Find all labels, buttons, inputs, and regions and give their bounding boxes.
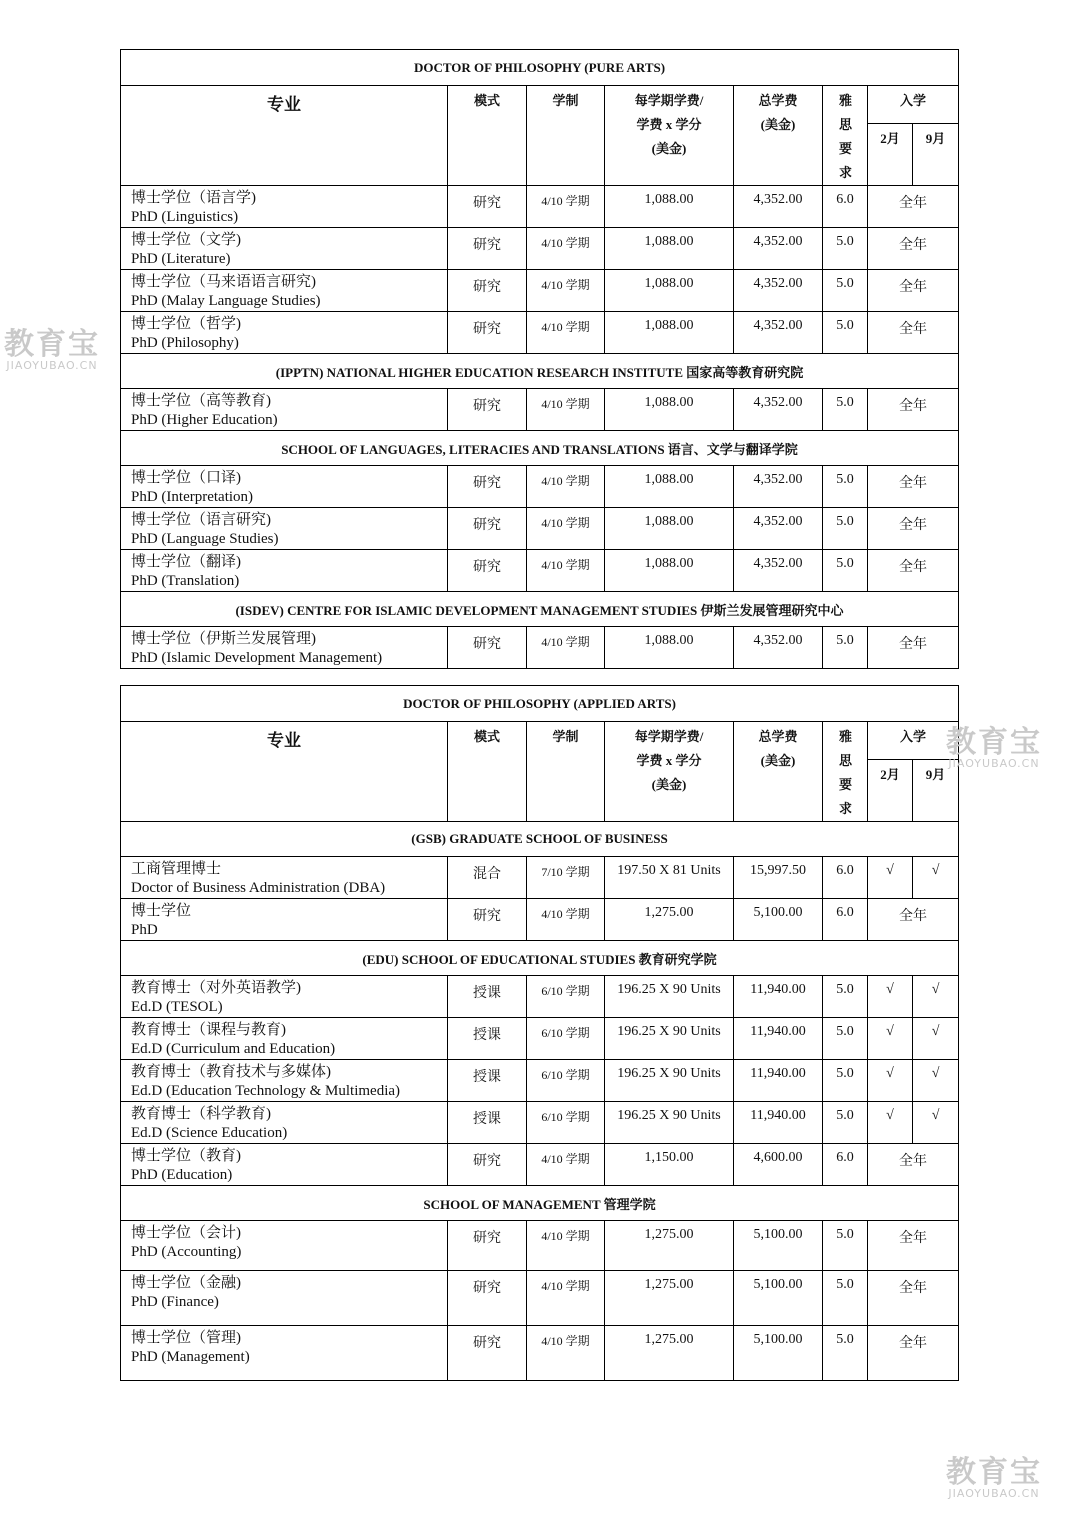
total-fee-cell: 4,352.00 (734, 508, 823, 550)
major-cell (121, 312, 448, 354)
duration-cell: 4/10 学期 (527, 1271, 605, 1326)
header-line: (美金) (760, 117, 796, 132)
duration-cell: 4/10 学期 (527, 389, 605, 431)
major-name-en: PhD (Islamic Development Management) (131, 650, 383, 666)
major-name-en: PhD (Education) (131, 1167, 233, 1183)
table-row (121, 1326, 959, 1381)
intake-cell: 全年 (868, 550, 959, 592)
duration-cell: 4/10 学期 (527, 228, 605, 270)
total-fee-cell: 4,352.00 (734, 270, 823, 312)
header-duration: 学制 (527, 86, 605, 186)
intake-feb-cell: √ (868, 976, 913, 1018)
major-name-zh: 教育博士（科学教育) (131, 1106, 271, 1122)
mode-cell: 研究 (448, 1221, 527, 1271)
semester-fee-cell: 1,150.00 (605, 1144, 734, 1186)
major-cell (121, 976, 448, 1018)
section-title: (EDU) SCHOOL OF EDUCATIONAL STUDIES 教育研究学院 (121, 941, 959, 976)
major-name-en: PhD (Interpretation) (131, 489, 254, 505)
major-name-en: PhD (Higher Education) (131, 412, 278, 428)
ielts-cell: 5.0 (823, 1326, 868, 1381)
major-name-en: PhD (Malay Language Studies) (131, 293, 321, 309)
major-name-en: Ed.D (TESOL) (131, 999, 223, 1015)
table-row (121, 550, 959, 592)
fee-table-applied-arts (120, 685, 959, 1381)
table-row (121, 1102, 959, 1144)
major-name-en: Ed.D (Science Education) (131, 1125, 288, 1141)
major-cell (121, 466, 448, 508)
mode-cell: 研究 (448, 312, 527, 354)
intake-cell: 全年 (868, 1221, 959, 1271)
duration-cell: 6/10 学期 (527, 1018, 605, 1060)
major-name-en: Ed.D (Curriculum and Education) (131, 1041, 336, 1057)
header-line: 每学期学费/ (634, 93, 704, 108)
mode-cell: 研究 (448, 899, 527, 941)
table-row (121, 1221, 959, 1271)
major-cell (121, 550, 448, 592)
header-ielts (823, 722, 868, 822)
major-cell (121, 627, 448, 669)
section-row (121, 941, 959, 976)
ielts-cell: 6.0 (823, 186, 868, 228)
intake-cell: 全年 (868, 228, 959, 270)
duration-cell: 6/10 学期 (527, 1102, 605, 1144)
ielts-cell: 5.0 (823, 1271, 868, 1326)
intake-sep-cell: √ (913, 1060, 959, 1102)
header-semester-fee (605, 722, 734, 822)
semester-fee-cell: 1,088.00 (605, 186, 734, 228)
total-fee-cell: 11,940.00 (734, 976, 823, 1018)
major-name-zh: 博士学位（高等教育) (131, 393, 271, 409)
major-name-zh: 博士学位（语言学) (131, 190, 256, 206)
table-row (121, 976, 959, 1018)
header-line: 总学费 (758, 93, 798, 108)
semester-fee-cell: 1,088.00 (605, 312, 734, 354)
mode-cell: 研究 (448, 466, 527, 508)
major-cell (121, 1221, 448, 1271)
mode-cell: 研究 (448, 270, 527, 312)
ielts-cell: 5.0 (823, 1060, 868, 1102)
major-name-zh: 博士学位（教育) (131, 1148, 241, 1164)
table-row (121, 186, 959, 228)
semester-fee-cell: 1,275.00 (605, 899, 734, 941)
semester-fee-cell: 1,088.00 (605, 389, 734, 431)
intake-cell: 全年 (868, 466, 959, 508)
table-row (121, 1271, 959, 1326)
ielts-cell: 5.0 (823, 389, 868, 431)
duration-cell: 4/10 学期 (527, 312, 605, 354)
major-name-en: PhD (Linguistics) (131, 209, 239, 225)
table-title: DOCTOR OF PHILOSOPHY (PURE ARTS) (121, 50, 959, 86)
intake-feb-cell: √ (868, 1060, 913, 1102)
duration-cell: 4/10 学期 (527, 550, 605, 592)
header-feb: 2月 (868, 123, 913, 185)
major-name-en: PhD (Management) (131, 1349, 250, 1365)
section-row (121, 592, 959, 627)
duration-cell: 7/10 学期 (527, 857, 605, 899)
mode-cell: 授课 (448, 1018, 527, 1060)
major-cell (121, 1102, 448, 1144)
major-name-zh: 博士学位（马来语语言研究) (131, 274, 316, 290)
ielts-cell: 5.0 (823, 270, 868, 312)
semester-fee-cell: 1,088.00 (605, 508, 734, 550)
mode-cell: 研究 (448, 627, 527, 669)
major-name-zh: 博士学位 (131, 903, 192, 919)
fee-table-pure-arts (120, 49, 959, 669)
duration-cell: 4/10 学期 (527, 1144, 605, 1186)
major-name-en: PhD (Literature) (131, 251, 231, 267)
mode-cell: 研究 (448, 508, 527, 550)
ielts-cell: 5.0 (823, 228, 868, 270)
major-name-zh: 博士学位（口译) (131, 470, 241, 486)
table-body (121, 50, 959, 669)
watermark-logo: 教育宝 JIAOYUBAO.CN (946, 725, 1042, 770)
mode-cell: 研究 (448, 1144, 527, 1186)
section-title: (GSB) GRADUATE SCHOOL OF BUSINESS (121, 822, 959, 857)
major-name-zh: 博士学位（语言研究) (131, 512, 271, 528)
table-row (121, 389, 959, 431)
total-fee-cell: 11,940.00 (734, 1018, 823, 1060)
intake-cell: 全年 (868, 312, 959, 354)
intake-feb-cell: √ (868, 1018, 913, 1060)
major-cell (121, 857, 448, 899)
header-line: (美金) (651, 777, 687, 792)
major-cell (121, 186, 448, 228)
major-name-en: PhD (Accounting) (131, 1244, 242, 1260)
table-row (121, 270, 959, 312)
header-intake: 入学 (868, 86, 959, 124)
total-fee-cell: 15,997.50 (734, 857, 823, 899)
header-ielts (823, 86, 868, 186)
header-mode: 模式 (448, 86, 527, 186)
major-name-zh: 教育博士（课程与教育) (131, 1022, 286, 1038)
mode-cell: 授课 (448, 976, 527, 1018)
major-name-zh: 博士学位（文学) (131, 232, 241, 248)
table-row (121, 508, 959, 550)
table-row (121, 466, 959, 508)
header-line: 每学期学费/ (634, 729, 704, 744)
intake-cell: 全年 (868, 1326, 959, 1381)
semester-fee-cell: 1,275.00 (605, 1221, 734, 1271)
mode-cell: 研究 (448, 228, 527, 270)
header-line: 总学费 (758, 729, 798, 744)
section-row (121, 354, 959, 389)
mode-cell: 研究 (448, 1326, 527, 1381)
mode-cell: 研究 (448, 550, 527, 592)
table-row (121, 627, 959, 669)
total-fee-cell: 4,352.00 (734, 312, 823, 354)
intake-cell: 全年 (868, 1271, 959, 1326)
major-name-zh: 博士学位（管理) (131, 1330, 241, 1346)
intake-cell: 全年 (868, 508, 959, 550)
major-name-zh: 博士学位（伊斯兰发展管理) (131, 631, 316, 647)
intake-sep-cell: √ (913, 1018, 959, 1060)
ielts-cell: 6.0 (823, 899, 868, 941)
ielts-cell: 5.0 (823, 1018, 868, 1060)
major-name-zh: 教育博士（对外英语教学) (131, 980, 301, 996)
intake-feb-cell: √ (868, 1102, 913, 1144)
major-name-zh: 博士学位（哲学) (131, 316, 241, 332)
duration-cell: 6/10 学期 (527, 1060, 605, 1102)
header-major: 专业 (121, 86, 448, 186)
major-name-zh: 博士学位（金融) (131, 1275, 241, 1291)
table-row (121, 1060, 959, 1102)
section-title: SCHOOL OF MANAGEMENT 管理学院 (121, 1186, 959, 1221)
major-name-en: Doctor of Business Administration (DBA) (131, 880, 386, 896)
table-title-row (121, 686, 959, 722)
major-cell (121, 228, 448, 270)
total-fee-cell: 4,352.00 (734, 627, 823, 669)
major-name-zh: 博士学位（翻译) (131, 554, 241, 570)
watermark-logo: 教育宝 JIAOYUBAO.CN (4, 327, 100, 372)
major-cell (121, 899, 448, 941)
duration-cell: 4/10 学期 (527, 186, 605, 228)
table-title-row (121, 50, 959, 86)
semester-fee-cell: 196.25 X 90 Units (605, 976, 734, 1018)
header-mode: 模式 (448, 722, 527, 822)
table-row (121, 312, 959, 354)
duration-cell: 6/10 学期 (527, 976, 605, 1018)
total-fee-cell: 5,100.00 (734, 1326, 823, 1381)
table-row (121, 857, 959, 899)
table-row (121, 228, 959, 270)
semester-fee-cell: 1,088.00 (605, 550, 734, 592)
header-feb: 2月 (868, 759, 913, 821)
semester-fee-cell: 1,088.00 (605, 627, 734, 669)
total-fee-cell: 4,352.00 (734, 228, 823, 270)
watermark-logo: 教育宝 JIAOYUBAO.CN (946, 1455, 1042, 1500)
semester-fee-cell: 1,088.00 (605, 270, 734, 312)
intake-cell: 全年 (868, 1144, 959, 1186)
header-line: 学费 x 学分 (636, 753, 702, 768)
duration-cell: 4/10 学期 (527, 1221, 605, 1271)
total-fee-cell: 4,352.00 (734, 186, 823, 228)
major-cell (121, 1271, 448, 1326)
table-body (121, 686, 959, 1381)
total-fee-cell: 5,100.00 (734, 1271, 823, 1326)
header-duration: 学制 (527, 722, 605, 822)
total-fee-cell: 4,352.00 (734, 466, 823, 508)
mode-cell: 混合 (448, 857, 527, 899)
ielts-cell: 5.0 (823, 976, 868, 1018)
total-fee-cell: 4,600.00 (734, 1144, 823, 1186)
semester-fee-cell: 1,275.00 (605, 1326, 734, 1381)
mode-cell: 研究 (448, 389, 527, 431)
total-fee-cell: 11,940.00 (734, 1060, 823, 1102)
major-name-en: PhD (131, 922, 158, 938)
table-row (121, 1144, 959, 1186)
ielts-cell: 5.0 (823, 1221, 868, 1271)
intake-feb-cell: √ (868, 857, 913, 899)
total-fee-cell: 11,940.00 (734, 1102, 823, 1144)
ielts-cell: 6.0 (823, 1144, 868, 1186)
semester-fee-cell: 1,275.00 (605, 1271, 734, 1326)
total-fee-cell: 4,352.00 (734, 550, 823, 592)
ielts-cell: 5.0 (823, 508, 868, 550)
ielts-cell: 5.0 (823, 550, 868, 592)
duration-cell: 4/10 学期 (527, 466, 605, 508)
ielts-cell: 5.0 (823, 627, 868, 669)
semester-fee-cell: 196.25 X 90 Units (605, 1102, 734, 1144)
section-title: SCHOOL OF LANGUAGES, LITERACIES AND TRANSLATIONS 语言、文学与翻译学院 (121, 431, 959, 466)
header-sep: 9月 (913, 123, 959, 185)
section-row (121, 431, 959, 466)
header-line: 学费 x 学分 (636, 117, 702, 132)
major-cell (121, 389, 448, 431)
duration-cell: 4/10 学期 (527, 899, 605, 941)
intake-sep-cell: √ (913, 857, 959, 899)
section-title: (IPPTN) NATIONAL HIGHER EDUCATION RESEARCH INSTITUTE 国家高等教育研究院 (121, 354, 959, 389)
intake-sep-cell: √ (913, 1102, 959, 1144)
semester-fee-cell: 1,088.00 (605, 228, 734, 270)
semester-fee-cell: 196.25 X 90 Units (605, 1018, 734, 1060)
major-name-en: Ed.D (Education Technology & Multimedia) (131, 1083, 401, 1099)
major-name-zh: 工商管理博士 (131, 861, 222, 877)
ielts-cell: 6.0 (823, 857, 868, 899)
intake-cell: 全年 (868, 186, 959, 228)
intake-cell: 全年 (868, 627, 959, 669)
major-name-en: PhD (Translation) (131, 573, 240, 589)
duration-cell: 4/10 学期 (527, 627, 605, 669)
mode-cell: 研究 (448, 1271, 527, 1326)
total-fee-cell: 4,352.00 (734, 389, 823, 431)
major-name-en: PhD (Finance) (131, 1294, 219, 1310)
section-row (121, 1186, 959, 1221)
semester-fee-cell: 1,088.00 (605, 466, 734, 508)
major-name-en: PhD (Language Studies) (131, 531, 279, 547)
ielts-cell: 5.0 (823, 312, 868, 354)
duration-cell: 4/10 学期 (527, 270, 605, 312)
duration-cell: 4/10 学期 (527, 1326, 605, 1381)
major-cell (121, 508, 448, 550)
table-row (121, 899, 959, 941)
mode-cell: 研究 (448, 186, 527, 228)
major-cell (121, 270, 448, 312)
header-total-fee (734, 86, 823, 186)
total-fee-cell: 5,100.00 (734, 1221, 823, 1271)
major-cell (121, 1326, 448, 1381)
header-line: (美金) (760, 753, 796, 768)
header-ielts-text: 雅思要求 (839, 93, 853, 180)
major-cell (121, 1018, 448, 1060)
header-semester-fee (605, 86, 734, 186)
total-fee-cell: 5,100.00 (734, 899, 823, 941)
major-name-en: PhD (Philosophy) (131, 335, 239, 351)
header-row (121, 722, 959, 760)
intake-cell: 全年 (868, 389, 959, 431)
header-total-fee (734, 722, 823, 822)
mode-cell: 授课 (448, 1102, 527, 1144)
major-name-zh: 博士学位（会计) (131, 1225, 241, 1241)
mode-cell: 授课 (448, 1060, 527, 1102)
major-cell (121, 1060, 448, 1102)
major-name-zh: 教育博士（教育技术与多媒体) (131, 1064, 331, 1080)
header-intake: 入学 (868, 722, 959, 760)
intake-cell: 全年 (868, 270, 959, 312)
intake-sep-cell: √ (913, 976, 959, 1018)
duration-cell: 4/10 学期 (527, 508, 605, 550)
header-row (121, 86, 959, 124)
intake-cell: 全年 (868, 899, 959, 941)
major-cell (121, 1144, 448, 1186)
header-major: 专业 (121, 722, 448, 822)
semester-fee-cell: 196.25 X 90 Units (605, 1060, 734, 1102)
semester-fee-cell: 197.50 X 81 Units (605, 857, 734, 899)
header-ielts-text: 雅思要求 (839, 729, 853, 816)
section-row (121, 822, 959, 857)
header-line: (美金) (651, 141, 687, 156)
section-title: (ISDEV) CENTRE FOR ISLAMIC DEVELOPMENT MANAGEMENT STUDIES 伊斯兰发展管理研究中心 (121, 592, 959, 627)
header-sep: 9月 (913, 759, 959, 821)
table-row (121, 1018, 959, 1060)
ielts-cell: 5.0 (823, 1102, 868, 1144)
table-title: DOCTOR OF PHILOSOPHY (APPLIED ARTS) (121, 686, 959, 722)
ielts-cell: 5.0 (823, 466, 868, 508)
